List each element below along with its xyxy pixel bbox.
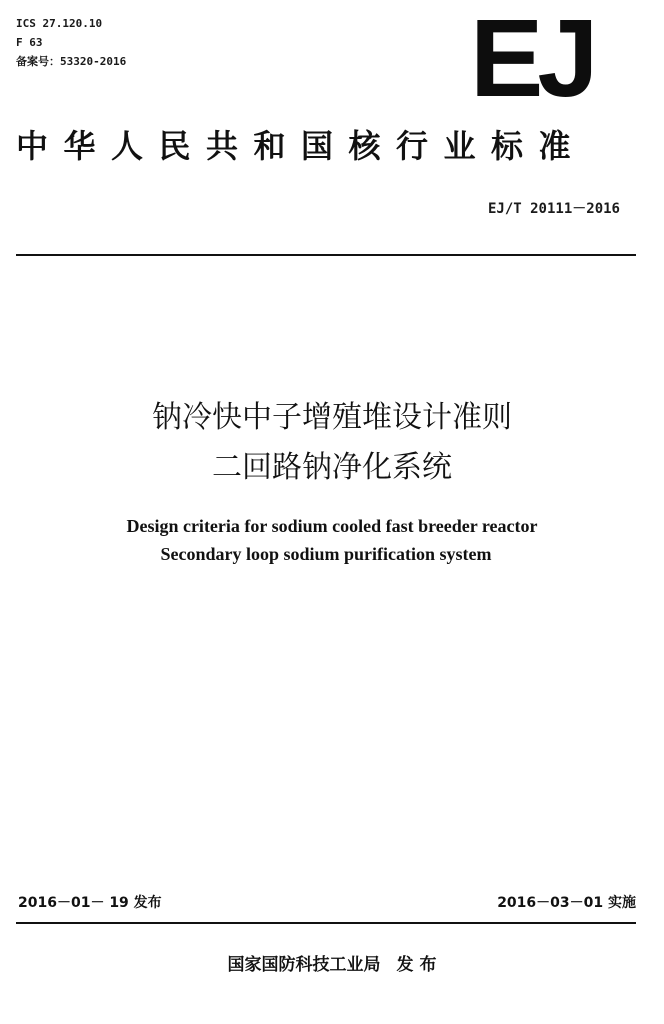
document-title-en-line2: Secondary loop sodium purification system <box>160 544 492 564</box>
ics-code: ICS 27.120.10 <box>16 17 103 30</box>
standard-number: EJ/T 20111－2016 <box>487 201 620 217</box>
ej-logo: EJ <box>470 0 593 120</box>
implementation-date: 2016－03－01 实施 <box>497 895 636 911</box>
publisher-name: 国家国防科技工业局 <box>227 955 381 975</box>
issue-date: 2016－01－ 19 发布 <box>18 895 162 911</box>
document-title-cn-line1: 钠冷快中子增殖堆设计准则 <box>152 400 512 435</box>
publish-action: 发 布 <box>396 955 437 975</box>
document-title-en-line1: Design criteria for sodium cooled fast breeder reactor <box>126 516 538 536</box>
document-title-cn-line2: 二回路钠净化系统 <box>212 450 452 485</box>
record-number: 备案号：53320-2016 <box>16 55 127 68</box>
ccs-code: F 63 <box>16 36 43 49</box>
top-divider <box>16 254 636 256</box>
classification-block <box>16 14 126 71</box>
bottom-divider <box>16 922 636 924</box>
standard-category-title: 中华人民共和国核行业标准 <box>16 127 587 165</box>
publisher-line <box>0 953 664 977</box>
